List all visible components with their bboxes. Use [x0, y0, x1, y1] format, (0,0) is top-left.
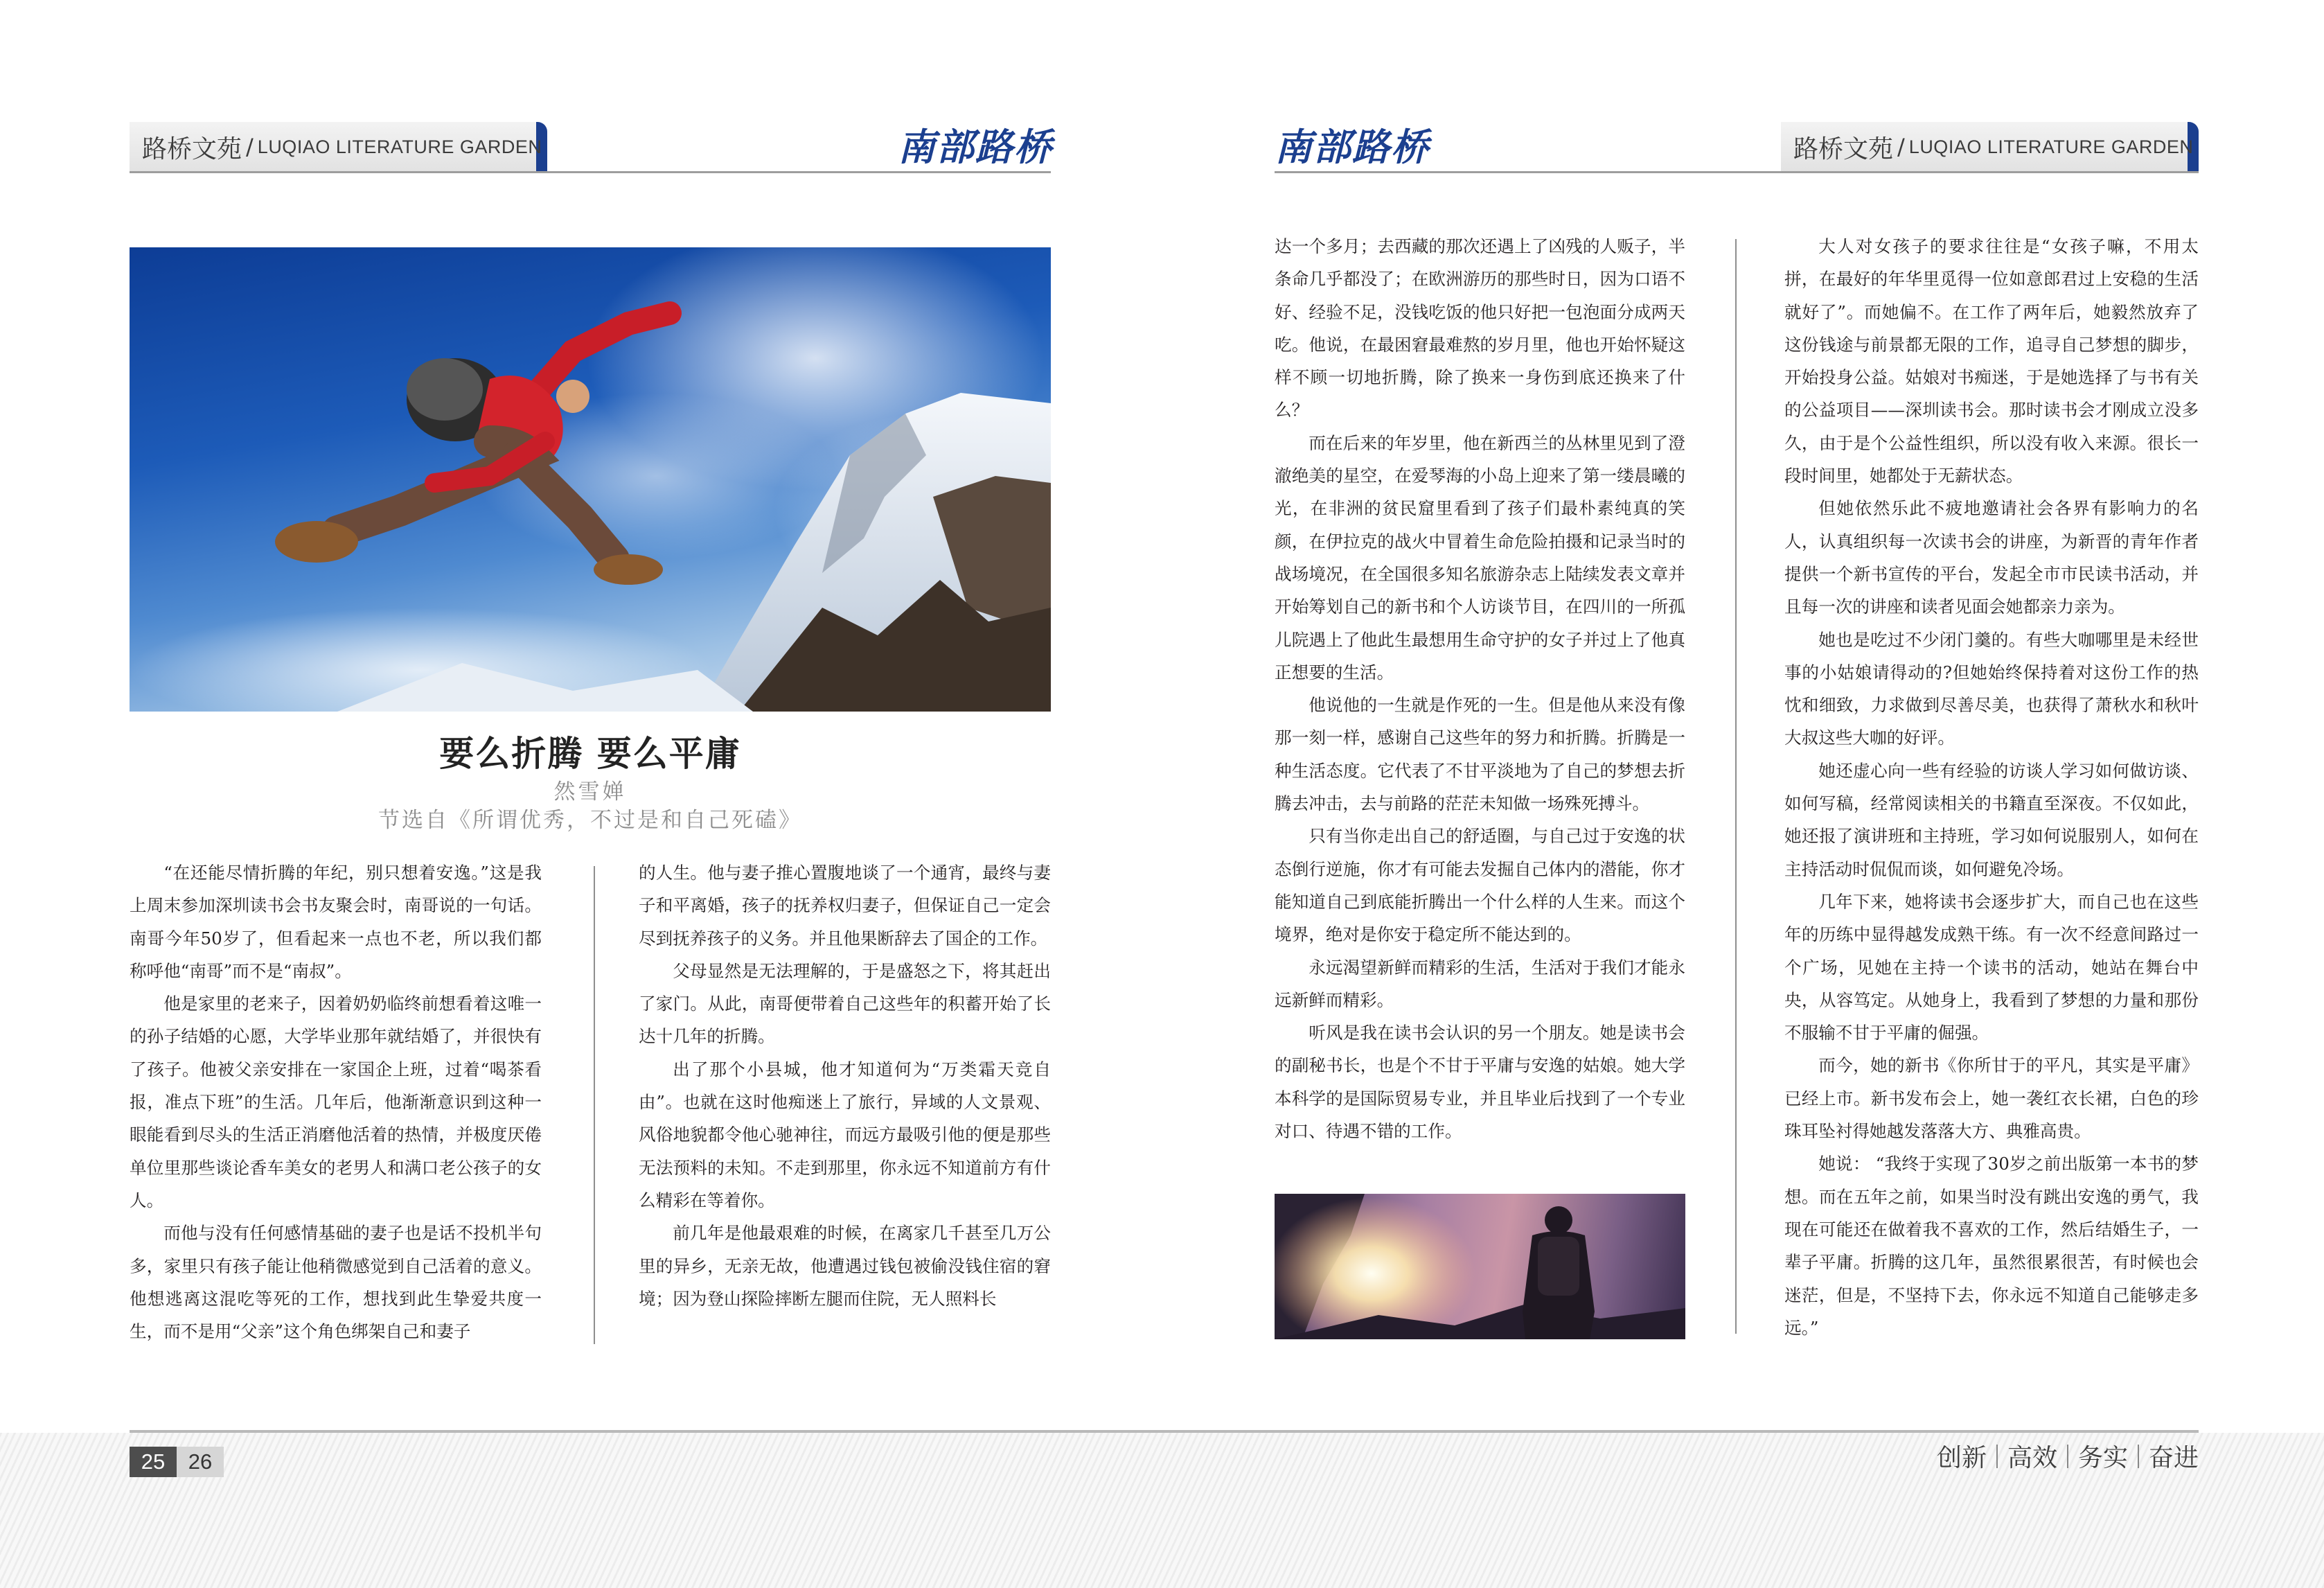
- motto-separator: [2067, 1445, 2068, 1468]
- paragraph: 只有当你走出自己的舒适圈，与自己过于安逸的状态倒行逆施，你才有可能去发掘自己体内的潜能，你才能知道自己到底能折腾出一个什么样的人生来。而这个境界，绝对是你安于稳定所不能达到的。: [1275, 826, 1685, 945]
- footer-rule: [130, 1430, 2199, 1433]
- article-source: 节选自《所谓优秀，不过是和自己死磕》: [378, 808, 802, 833]
- section-name-zh: 路桥文苑: [142, 134, 242, 164]
- column-1: [130, 856, 542, 1348]
- paragraph: 前几年是他最艰难的时候，在离家几千甚至几万公里的异乡，无亲无故，他遭遇过钱包被偷没钱住宿的窘境；因为登山探险摔断左腿而住院，无人照料长: [639, 1223, 1051, 1309]
- paragraph: 她也是吃过不少闭门羹的。有些大咖哪里是未经世事的小姑娘请得动的?但她始终保持着对这份工作的热忱和细致，力求做到尽善尽美，也获得了萧秋水和秋叶大叔这些大咖的好评。: [1784, 629, 2199, 748]
- column-2: [639, 856, 1051, 1315]
- paragraph: “在还能尽情折腾的年纪，别只想着安逸。”这是我上周末参加深圳读书会书友聚会时，南哥说的一句话。南哥今年50岁了，但看起来一点也不老，所以我们都称呼他“南哥”而不是“南叔”。: [130, 863, 542, 981]
- left-header-rule: [130, 171, 1051, 173]
- paragraph: 父母显然是无法理解的，于是盛怒之下，将其赶出了家门。从此，南哥便带着自己这些年的积蓄开始了长达十几年的折腾。: [639, 960, 1051, 1047]
- paragraph: 的人生。他与妻子推心置腹地谈了一个通宵，最终与妻子和平离婚，孩子的抚养权归妻子，但保证自己一定会尽到抚养孩子的义务。并且他果断辞去了国企的工作。: [639, 863, 1051, 949]
- motto-separator: [1996, 1445, 1998, 1468]
- column-divider: [1735, 239, 1737, 1334]
- paragraph: 大人对女孩子的要求往往是“女孩子嘛，不用太拼，在最好的年华里觅得一位如意郎君过上安稳的生活就好了”。而她偏不。在工作了两年后，她毅然放弃了这份钱途与前景都无限的工作，追寻自己梦想的脚步，开始投身公益。姑娘对书痴迷，于是她选择了与书有关的公益项目——深圳读书会。那时读书会才刚成立没多久，由于是个公益性组织，所以没有收入来源。很长一段时间里，她都处于无薪状态。: [1784, 236, 2199, 486]
- paragraph: 永远渴望新鲜而精彩的生活，生活对于我们才能永远新鲜而精彩。: [1275, 957, 1685, 1010]
- paragraph: 他是家里的老来子，因着奶奶临终前想看着这唯一的孙子结婚的心愿，大学毕业那年就结婚了，并很快有了孩子。他被父亲安排在一家国企上班，过着“喝茶看报，准点下班”的生活。几年后，他渐渐意识到这种一眼能看到尽头的生活正消磨他活着的热情，并极度厌倦单位里那些谈论香车美女的老男人和满口老公孩子的女人。: [130, 994, 542, 1210]
- motto-word: 创新: [1936, 1444, 1987, 1472]
- motto-separator: [2138, 1445, 2139, 1468]
- right-brand-logo: 南部路桥: [1275, 125, 1430, 169]
- paragraph: 但她依然乐此不疲地邀请社会各界有影响力的名人，认真组织每一次读书会的讲座，为新晋的青年作者提供一个新书宣传的平台，发起全市市民读书活动，并且每一次的讲座和读者见面会她都亲力亲为。: [1784, 498, 2199, 617]
- section-name-en: LUQIAO LITERATURE GARDEN: [1908, 136, 2194, 157]
- section-name-en: LUQIAO LITERATURE GARDEN: [257, 136, 542, 157]
- left-brand-logo: 南部路桥: [898, 125, 1053, 169]
- motto-word: 奋进: [2148, 1444, 2199, 1472]
- page-number-right: 26: [177, 1447, 224, 1477]
- sunset-hiker-photo: [1275, 1194, 1685, 1339]
- paragraph: 而今，她的新书《你所甘于的平凡，其实是平庸》已经上市。新书发布会上，她一袭红衣长裙，白色的珍珠耳坠衬得她越发落落大方、典雅高贵。: [1784, 1055, 2199, 1142]
- article-title: 要么折腾 要么平庸: [439, 733, 741, 774]
- paragraph: 他说他的一生就是作死的一生。但是他从来没有像那一刻一样，感谢自己这些年的努力和折腾。折腾是一种生活态度。它代表了不甘平淡地为了自己的梦想去折腾去冲击，去与前路的茫茫未知做一场殊死搏斗。: [1275, 695, 1685, 814]
- page-number-left: 25: [130, 1447, 177, 1477]
- column-divider: [594, 866, 595, 1344]
- paragraph: 达一个多月；去西藏的那次还遇上了凶残的人贩子，半条命几乎都没了；在欧洲游历的那些时日，因为口语不好、经验不足，没钱吃饭的他只好把一包泡面分成两天吃。他说，在最困窘最难熬的岁月里，他也开始怀疑这样不顾一切地折腾，除了换来一身伤到底还换来了什么？: [1275, 236, 1685, 421]
- left-section-header: [130, 122, 547, 172]
- column-4: [1784, 230, 2199, 1344]
- paragraph: 而在后来的年岁里，他在新西兰的丛林里见到了澄澈绝美的星空，在爱琴海的小岛上迎来了第一缕晨曦的光，在非洲的贫民窟里看到了孩子们最朴素纯真的笑颜，在伊拉克的战火中冒着生命危险拍摄和记录当时的战场境况，在全国很多知名旅游杂志上陆续发表文章并开始筹划自己的新书和个人访谈节目，在四川的一所孤儿院遇上了他此生最想用生命守护的女子并过上了他真正想要的生活。: [1275, 432, 1685, 682]
- article-author: 然雪婵: [553, 779, 627, 804]
- hero-photo-climber: [130, 247, 1051, 712]
- hiker-illustration: [1275, 1194, 1685, 1339]
- motto-word: 高效: [2007, 1444, 2057, 1472]
- footer-motto: [1937, 1438, 2199, 1474]
- paragraph: 而他与没有任何感情基础的妻子也是话不投机半句多，家里只有孩子能让他稍微感觉到自己活着的意义。他想逃离这混吃等死的工作，想找到此生挚爱共度一生，而不是用“父亲”这个角色绑架自己和妻子: [130, 1223, 542, 1342]
- paragraph: 几年下来，她将读书会逐步扩大，而自己也在这些年的历练中显得越发成熟干练。有一次不经意间路过一个广场，见她在主持一个读书的活动，她站在舞台中央，从容笃定。从她身上，我看到了梦想的力量和那份不服输不甘于平庸的倔强。: [1784, 891, 2199, 1043]
- section-slash: /: [1897, 134, 1905, 160]
- column-3: [1275, 230, 1685, 1147]
- section-slash: /: [246, 134, 254, 160]
- climber-illustration: [130, 247, 1051, 712]
- right-section-header: [1781, 122, 2199, 172]
- paragraph: 她说： “我终于实现了30岁之前出版第一本书的梦想。而在五年之前，如果当时没有跳出安逸的勇气，我现在可能还在做着我不喜欢的工作，然后结婚生子，一辈子平庸。折腾的这几年，虽然很累很苦，有时候也会迷茫，但是，不坚持下去，你永远不知道自己能够走多远。”: [1784, 1154, 2199, 1338]
- paragraph: 听风是我在读书会认识的另一个朋友。她是读书会的副秘书长，也是个不甘于平庸与安逸的姑娘。她大学本科学的是国际贸易专业，并且毕业后找到了一个专业对口、待遇不错的工作。: [1275, 1023, 1685, 1142]
- motto-word: 务实: [2077, 1444, 2128, 1472]
- section-name-zh: 路桥文苑: [1793, 134, 1894, 164]
- right-header-rule: [1275, 171, 2199, 173]
- paragraph: 她还虚心向一些有经验的访谈人学习如何做访谈、如何写稿，经常阅读相关的书籍直至深夜。不仅如此，她还报了演讲班和主持班，学习如何说服别人，如何在主持活动时侃侃而谈，如何避免冷场。: [1784, 760, 2199, 879]
- paragraph: 出了那个小县城，他才知道何为“万类霜天竞自由”。也就在这时他痴迷上了旅行，异域的人文景观、风俗地貌都令他心驰神往，而远方最吸引他的便是那些无法预料的未知。不走到那里，你永远不知道前方有什么精彩在等着你。: [639, 1059, 1051, 1210]
